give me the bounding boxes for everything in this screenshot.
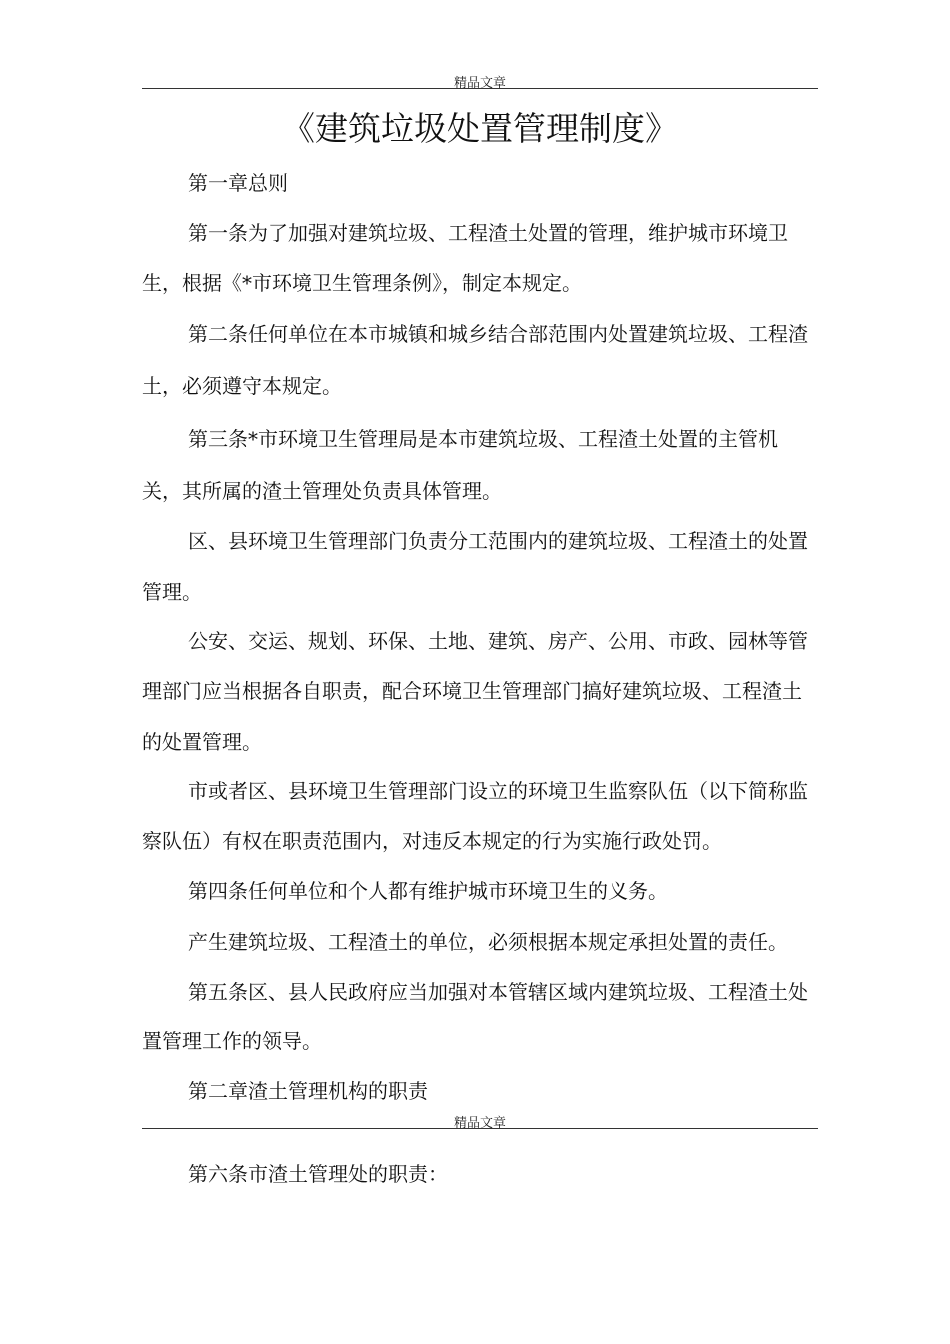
paragraph-line: 第三条*市环境卫生管理局是本市建筑垃圾、工程渣土处置的主管机 <box>188 427 778 451</box>
paragraph-line: 第六条市渣土管理处的职责： <box>188 1162 448 1186</box>
footer-rule <box>142 1128 818 1129</box>
paragraph-line: 第二条任何单位在本市城镇和城乡结合部范围内处置建筑垃圾、工程渣 <box>188 322 808 346</box>
document-title: 《建筑垃圾处置管理制度》 <box>282 109 678 148</box>
paragraph-line: 区、县环境卫生管理部门负责分工范围内的建筑垃圾、工程渣土的处置 <box>188 529 808 553</box>
paragraph-line: 生，根据《*市环境卫生管理条例》，制定本规定。 <box>142 271 582 295</box>
paragraph-line: 产生建筑垃圾、工程渣土的单位，必须根据本规定承担处置的责任。 <box>188 930 788 954</box>
page-footer: 精品文章 <box>453 1116 506 1131</box>
paragraph-line: 第四条任何单位和个人都有维护城市环境卫生的义务。 <box>188 879 668 903</box>
paragraph-line: 理部门应当根据各自职责，配合环境卫生管理部门搞好建筑垃圾、工程渣土 <box>142 679 802 703</box>
paragraph-line: 察队伍）有权在职责范围内，对违反本规定的行为实施行政处罚。 <box>142 829 722 853</box>
paragraph-line: 的处置管理。 <box>142 730 262 754</box>
page-header: 精品文章 <box>453 76 506 91</box>
paragraph-line: 第一条为了加强对建筑垃圾、工程渣土处置的管理，维护城市环境卫 <box>188 221 788 245</box>
paragraph-line: 土，必须遵守本规定。 <box>142 374 342 398</box>
header-rule <box>142 88 818 89</box>
paragraph-line: 公安、交运、规划、环保、土地、建筑、房产、公用、市政、园林等管 <box>188 629 808 653</box>
chapter-heading: 第一章总则 <box>188 171 288 195</box>
chapter-heading: 第二章渣土管理机构的职责 <box>188 1079 428 1103</box>
paragraph-line: 管理。 <box>142 580 202 604</box>
paragraph-line: 关，其所属的渣土管理处负责具体管理。 <box>142 479 502 503</box>
paragraph-line: 置管理工作的领导。 <box>142 1029 322 1053</box>
paragraph-line: 第五条区、县人民政府应当加强对本管辖区域内建筑垃圾、工程渣土处 <box>188 980 808 1004</box>
paragraph-line: 市或者区、县环境卫生管理部门设立的环境卫生监察队伍（以下简称监 <box>188 779 808 803</box>
